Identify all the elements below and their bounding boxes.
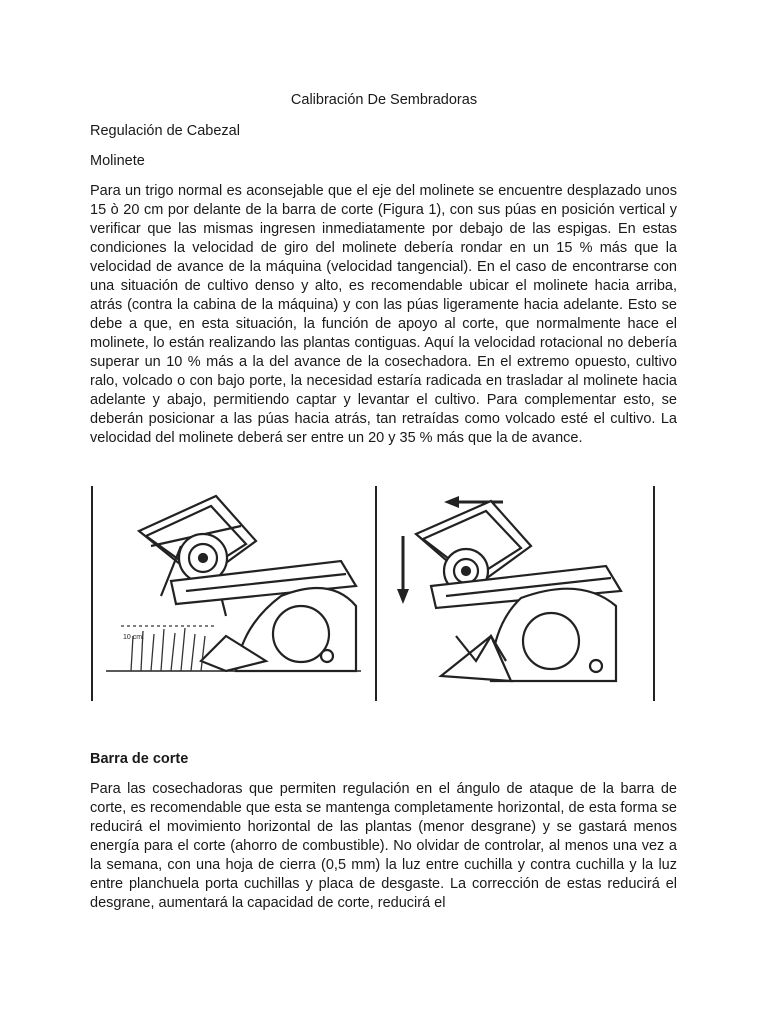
figure-1 [91, 486, 655, 701]
crop-plants [121, 626, 216, 671]
left-header-drawing [106, 496, 361, 671]
header-diagram [91, 486, 655, 701]
arrow-down-icon [397, 536, 409, 604]
paragraph-text: Para las cosechadoras que permiten regulación en el ángulo de ataque de la barra de corte, es recomendable que esta se mantenga completamente horizontal, de esta forma se reducirá el movimiento horizontal de las plantas (menor desgrane) y se gastará menos energía para el corte (ahorro de combustible). No olvidar de controlar, al menos una vez a la semana, con una hoja de cierra (0,5 mm) la luz entre cuchilla y contra cuchilla y la luz entre planchuela porta cuchillas y placa de desgaste. La corrección de estas reducirá el desgrane, aumentará la capacidad de corte, reducirá el [90, 781, 677, 911]
paragraph-barra-de-corte [90, 780, 677, 913]
section-heading: Regulación de Cabezal [90, 123, 240, 139]
paragraph-molinete [90, 182, 677, 448]
paragraph-text: Para un trigo normal es aconsejable que el eje del molinete se encuentre desplazado unos 15 ò 20 cm por delante de la barra de corte (Figura 1), con sus púas en posición vertical y verificar que las mismas ingresen inmediatamente por debajo de las espigas. En estas condiciones la velocidad de giro del molinete debería rondar en un 15 % más que la velocidad de avance de la máquina (velocidad tangencial). En el caso de encontrarse con una situación de cultivo denso y alto, es recomendable ubicar el molinete hacia arriba, atrás (contra la cabina de la máquina) y con las púas ligeramente hacia adelante. Esto se debe a que, en esta situación, la función de apoyo al corte, que normalmente hace el molinete, lo están realizando las plantas contiguas. Aquí la velocidad rotacional no debería superar un 10 % más a la del avance de la cosechadora. En el extremo opuesto, cultivo ralo, volcado o con bajo porte, la necesidad estaría radicada en trasladar al molinete hacia adelante y abajo, permitiendo captar y levantar el cultivo. Para complementar esto, se deberán posicionar a las púas hacia atrás, tan retraídas como volcado esté el cultivo. La velocidad del molinete deberá ser entre un 20 y 35 % más que la de avance. [90, 183, 677, 446]
measure-label: 10 cm. [123, 634, 145, 641]
subsection-heading: Molinete [90, 153, 145, 169]
right-header-drawing [416, 501, 621, 681]
heading-barra-de-corte: Barra de corte [90, 751, 189, 767]
document-title: Calibración De Sembradoras [290, 92, 478, 108]
